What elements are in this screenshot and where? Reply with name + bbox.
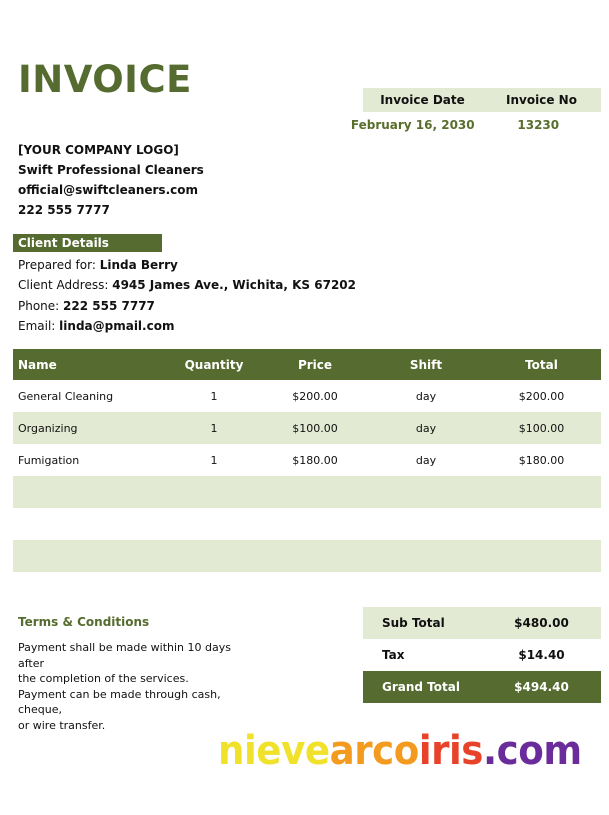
terms-line: Payment shall be made within 10 days after [18,641,231,670]
client-details [18,255,356,336]
invoice-meta-values [350,113,601,137]
cell-name [13,476,168,508]
grand-total-label: Grand Total [382,680,460,694]
cell-total [482,540,601,572]
watermark-part: .com [482,728,582,774]
client-phone-label: Phone: [18,298,60,313]
cell-shift [370,508,482,540]
header-quantity: Quantity [168,349,260,380]
company-logo-placeholder: [YOUR COMPANY LOGO] [18,143,179,157]
tax-row [363,639,601,671]
header-price: Price [260,349,370,380]
table-row [13,444,601,476]
cell-price [260,508,370,540]
cell-quantity: 1 [210,389,218,403]
client-email-value: linda@pmail.com [59,318,175,333]
terms-line: Payment can be made through cash, cheque, [18,687,221,716]
header-name: Name [13,349,168,380]
cell-price: $100.00 [260,412,370,444]
cell-shift: day [415,389,437,403]
terms-title: Terms & Conditions [18,615,150,629]
company-email: official@swiftcleaners.com [18,183,198,197]
cell-price [260,540,370,572]
tax-value: $14.40 [518,648,565,662]
invoice-meta-header [363,88,601,112]
tax-label: Tax [382,648,405,662]
cell-name [13,540,168,572]
grand-total-value: $494.40 [514,680,569,694]
cell-total [482,476,601,508]
cell-quantity [168,508,260,540]
items-table [13,349,601,572]
cell-quantity [168,476,260,508]
terms-line: the completion of the services. [18,672,189,685]
cell-shift: day [415,453,437,467]
cell-price: $200.00 [292,389,338,403]
table-row [13,540,601,572]
header-total: Total [482,349,601,380]
invoice-number-label: Invoice No [506,93,577,107]
cell-shift [370,540,482,572]
cell-total: $100.00 [482,412,601,444]
cell-total [482,508,601,540]
cell-price [260,476,370,508]
table-row [13,380,601,412]
invoice-title: INVOICE [18,58,192,101]
company-details [18,140,204,220]
terms-line: or wire transfer. [18,718,106,732]
client-details-heading: Client Details [13,234,162,252]
items-table-header [13,349,601,380]
cell-quantity: 1 [210,453,218,467]
client-email [18,316,356,336]
client-email-label: Email: [18,318,56,333]
prepared-for-value: Linda Berry [99,258,178,272]
cell-total: $180.00 [518,453,565,467]
table-row [13,412,601,444]
cell-total: $200.00 [518,389,565,403]
cell-name [13,508,168,540]
company-name: Swift Professional Cleaners [18,163,204,177]
client-prepared-for [18,255,356,275]
watermark-part: arco [329,728,419,774]
watermark-part: nieve [218,728,330,774]
terms-text [18,640,258,733]
cell-name: Organizing [13,412,168,444]
company-phone: 222 555 7777 [18,203,110,217]
subtotal-value: $480.00 [514,616,569,630]
invoice-number-value: 13230 [517,118,560,132]
client-address-value: 4945 James Ave., Wichita, KS 67202 [112,278,356,293]
client-phone-value: 222 555 7777 [63,298,155,313]
totals-box [363,607,601,703]
client-address [18,275,356,295]
table-row [13,508,601,540]
client-phone [18,296,356,316]
cell-name: Fumigation [18,453,80,467]
cell-quantity [168,540,260,572]
header-shift: Shift [370,349,482,380]
prepared-for-label: Prepared for: [18,258,96,272]
cell-shift: day [370,412,482,444]
watermark-part: iris [418,728,483,774]
invoice-date-label: Invoice Date [380,93,465,107]
client-address-label: Client Address: [18,278,109,293]
cell-quantity: 1 [168,412,260,444]
subtotal-row [363,607,601,639]
cell-name: General Cleaning [18,389,114,403]
subtotal-label: Sub Total [382,616,445,630]
cell-price: $180.00 [292,453,338,467]
invoice-date-value: February 16, 2030 [350,118,475,132]
grand-total-row [363,671,601,703]
watermark-logo [218,728,582,774]
cell-shift [370,476,482,508]
table-row [13,476,601,508]
